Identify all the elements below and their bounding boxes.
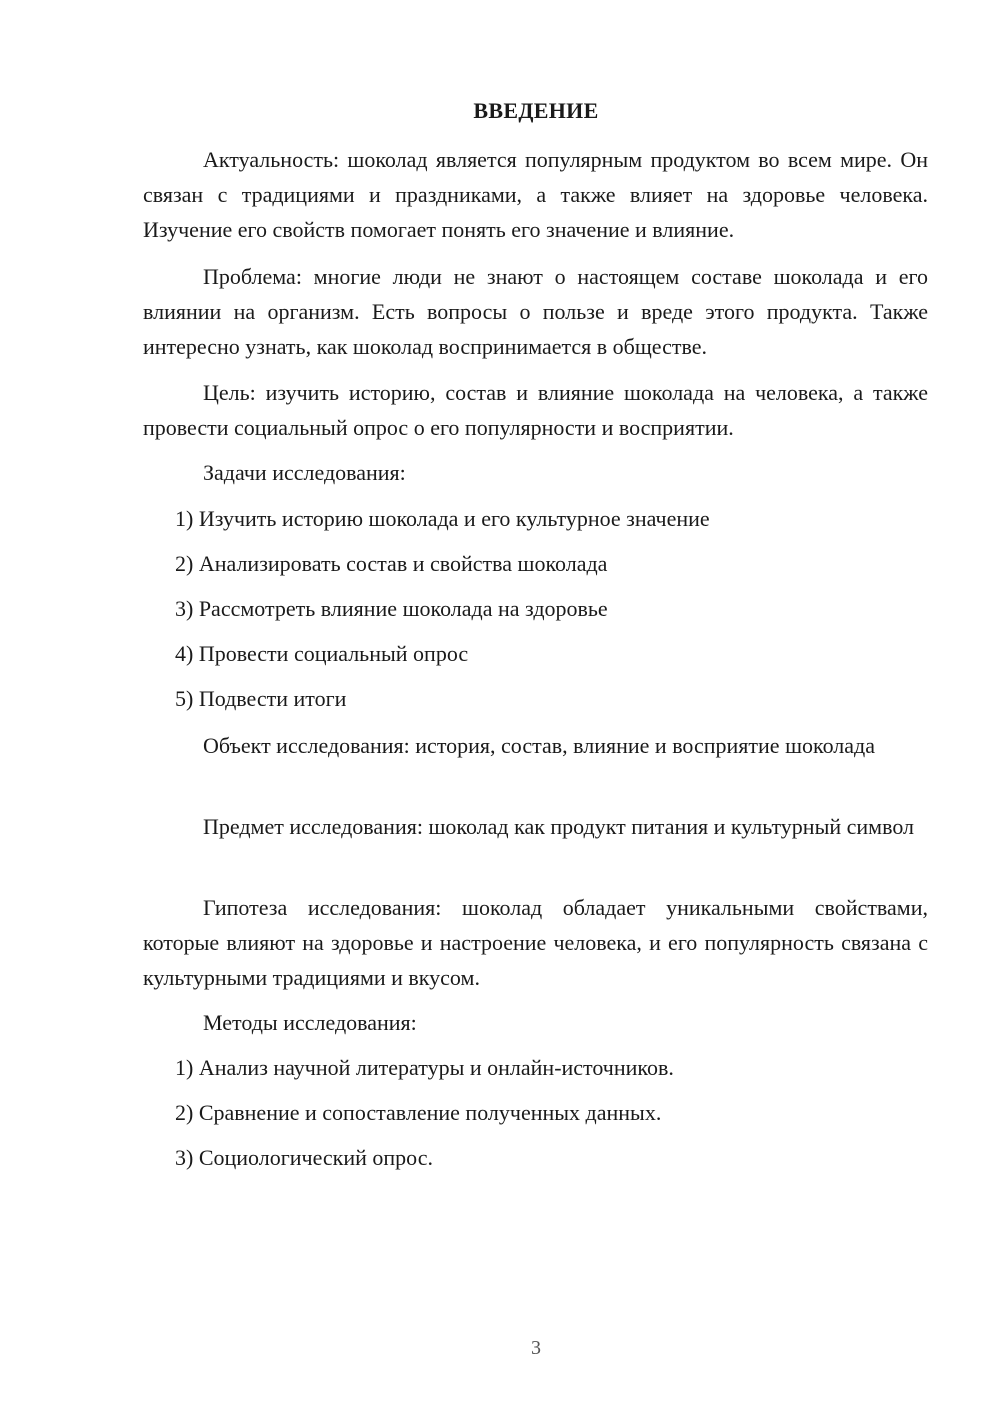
tasks-heading: Задачи исследования: <box>203 460 406 485</box>
subject-paragraph: Предмет исследования: шоколад как продукт питания и культурный символ <box>203 814 915 839</box>
task-item: 5) Подвести итоги <box>175 686 347 711</box>
method-item: 1) Анализ научной литературы и онлайн-источников. <box>175 1055 674 1080</box>
task-item: 3) Рассмотреть влияние шоколада на здоровье <box>175 596 608 621</box>
method-item: 3) Социологический опрос. <box>175 1145 433 1170</box>
relevance-paragraph: Актуальность: шоколад является популярным продуктом во всем мире. Он связан с традициями и праздниками, а также влияет на здоровье человека. Изучение его свойств помогает понять его значение и влияние. <box>143 147 928 242</box>
problem-paragraph: Проблема: многие люди не знают о настоящем составе шоколада и его влиянии на организм. Есть вопросы о пользе и вреде этого продукта. Также интересно узнать, как шоколад воспринимается в обществе. <box>143 264 928 359</box>
goal-paragraph: Цель: изучить историю, состав и влияние шоколада на человека, а также провести социальный опрос о его популярности и восприятии. <box>143 380 928 440</box>
task-item: 2) Анализировать состав и свойства шоколада <box>175 551 608 576</box>
task-item: 4) Провести социальный опрос <box>175 641 469 666</box>
hypothesis-paragraph: Гипотеза исследования: шоколад обладает уникальными свойствами, которые влияют на здоровье и настроение человека, и его популярность связана с культурными традициями и вкусом. <box>143 895 928 990</box>
method-item: 2) Сравнение и сопоставление полученных данных. <box>175 1100 662 1125</box>
page-title: ВВЕДЕНИЕ <box>473 98 599 123</box>
object-paragraph: Объект исследования: история, состав, влияние и восприятие шоколада <box>203 733 875 758</box>
task-item: 1) Изучить историю шоколада и его культурное значение <box>175 506 710 531</box>
methods-heading: Методы исследования: <box>203 1010 417 1035</box>
page-number: 3 <box>531 1337 541 1359</box>
